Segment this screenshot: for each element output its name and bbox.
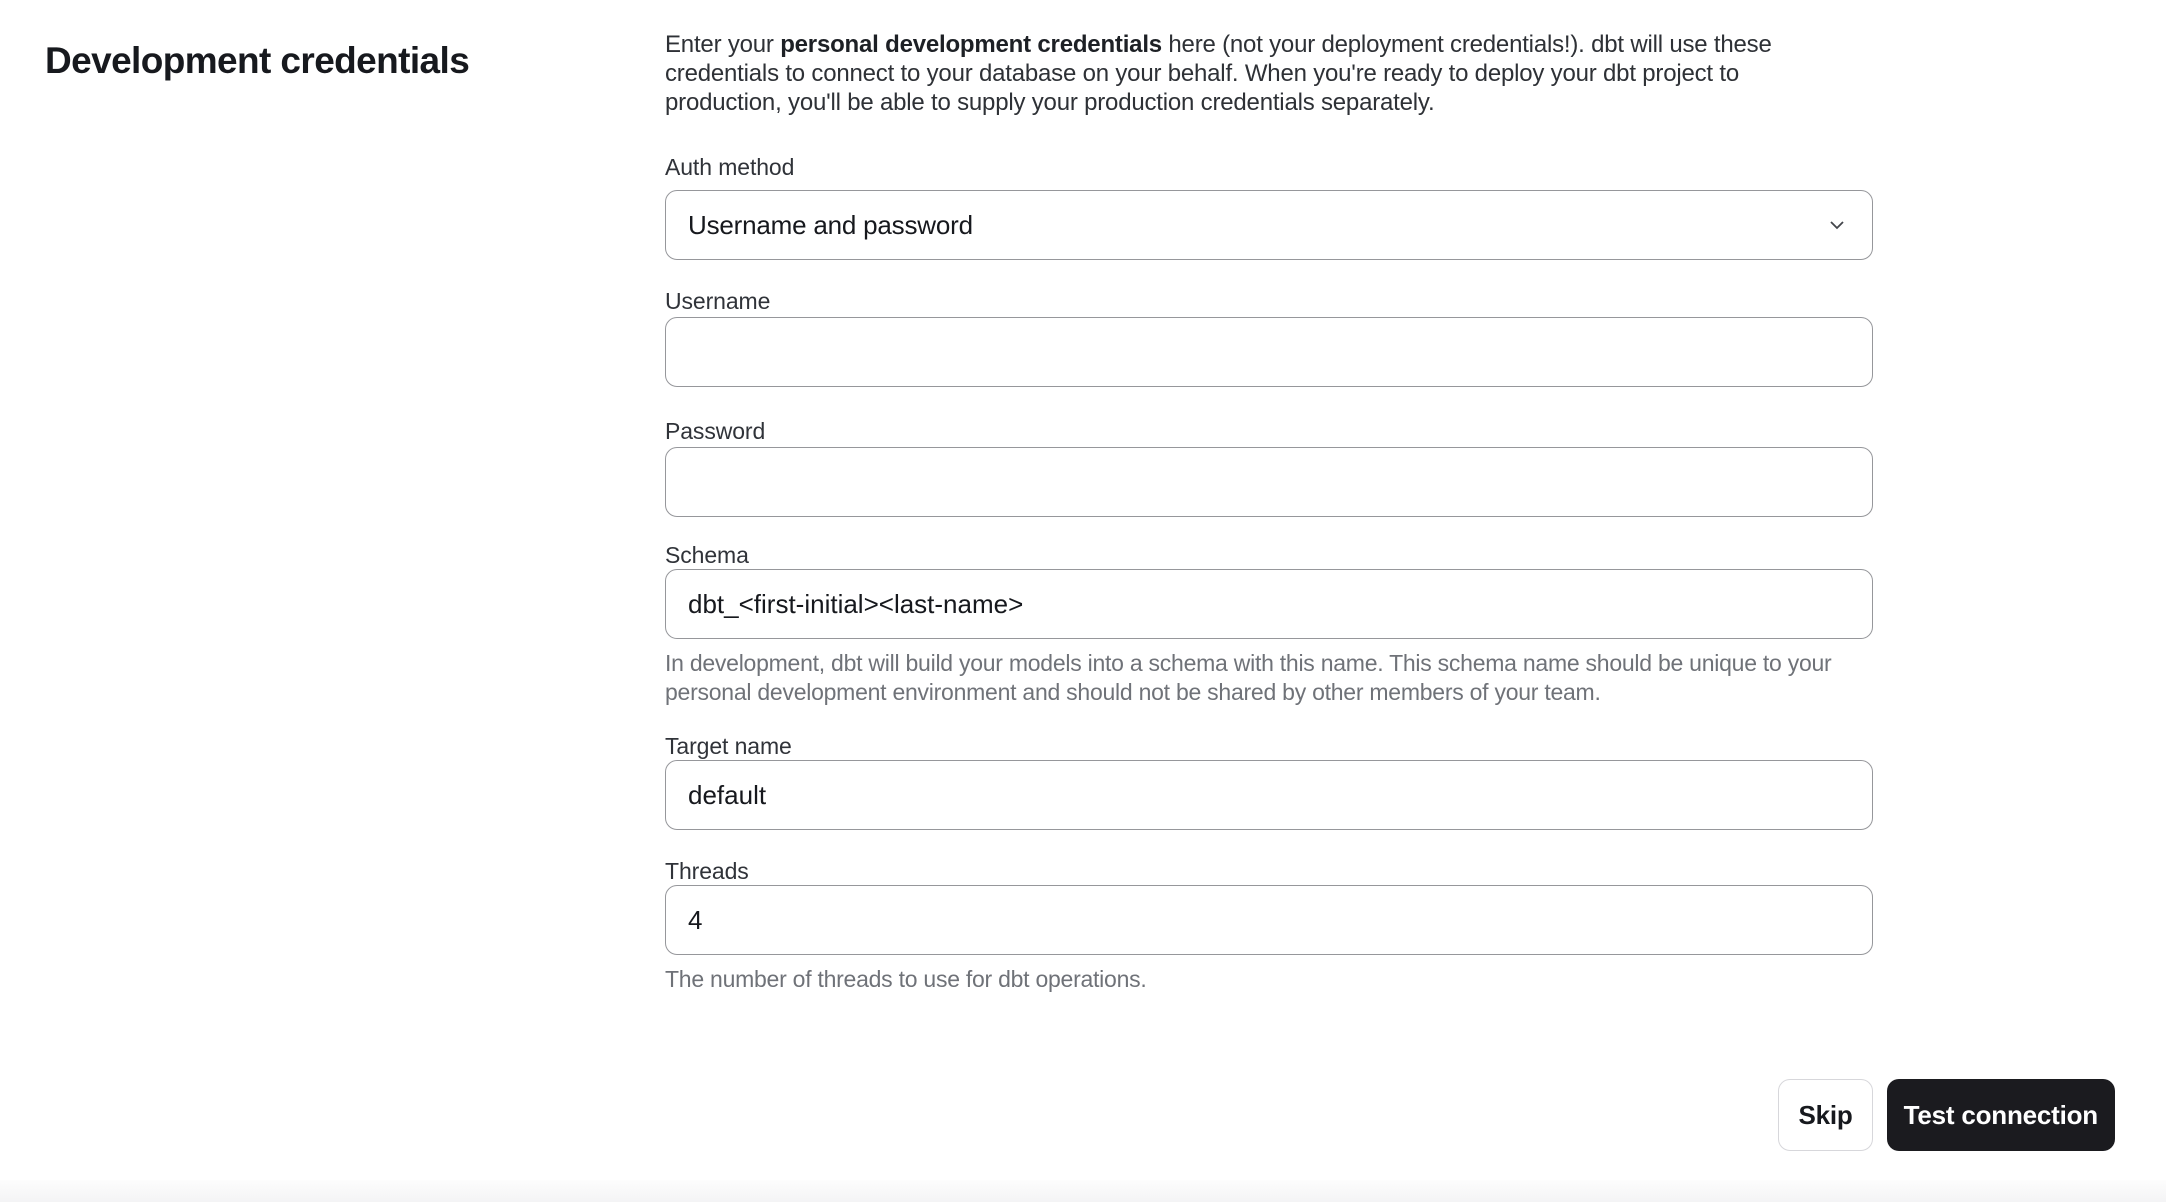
form-actions <box>1778 1079 2115 1151</box>
auth-method-selected-value: Username and password <box>688 209 973 240</box>
intro-line-1-pre: Enter your <box>665 31 774 58</box>
page-bottom-divider <box>0 1180 2166 1202</box>
schema-help: In development, dbt will build your models into a schema with this name. This schema name should be unique to your personal development environment and should not be shared by other members of your team. <box>665 650 1832 705</box>
password-label: Password <box>665 418 766 444</box>
chevron-down-icon <box>1826 214 1848 236</box>
threads-label: Threads <box>665 858 749 884</box>
intro-line-3: production, you'll be able to supply your production credentials separately. <box>665 89 1435 116</box>
schema-input[interactable] <box>665 569 1873 639</box>
page-title: Development credentials <box>45 40 470 81</box>
intro-line-1 <box>665 30 1873 59</box>
threads-help: The number of threads to use for dbt operations. <box>665 966 1147 992</box>
auth-method-label: Auth method <box>665 154 795 180</box>
username-input[interactable] <box>665 317 1873 387</box>
intro-text <box>665 30 1873 117</box>
test-connection-button[interactable]: Test connection <box>1887 1079 2115 1151</box>
intro-line-1-bold: personal development credentials <box>780 31 1162 58</box>
intro-line-1-post: here (not your deployment credentials!). dbt will use these <box>1168 31 1772 58</box>
target-name-label: Target name <box>665 733 792 759</box>
username-label: Username <box>665 288 771 314</box>
auth-method-select[interactable] <box>665 190 1873 260</box>
intro-line-2: credentials to connect to your database on your behalf. When you're ready to deploy your dbt project to <box>665 60 1739 87</box>
schema-label: Schema <box>665 542 749 568</box>
threads-input[interactable] <box>665 885 1873 955</box>
credentials-form <box>665 30 1873 994</box>
target-name-input[interactable] <box>665 760 1873 830</box>
password-input[interactable] <box>665 447 1873 517</box>
skip-button[interactable]: Skip <box>1778 1079 1872 1151</box>
